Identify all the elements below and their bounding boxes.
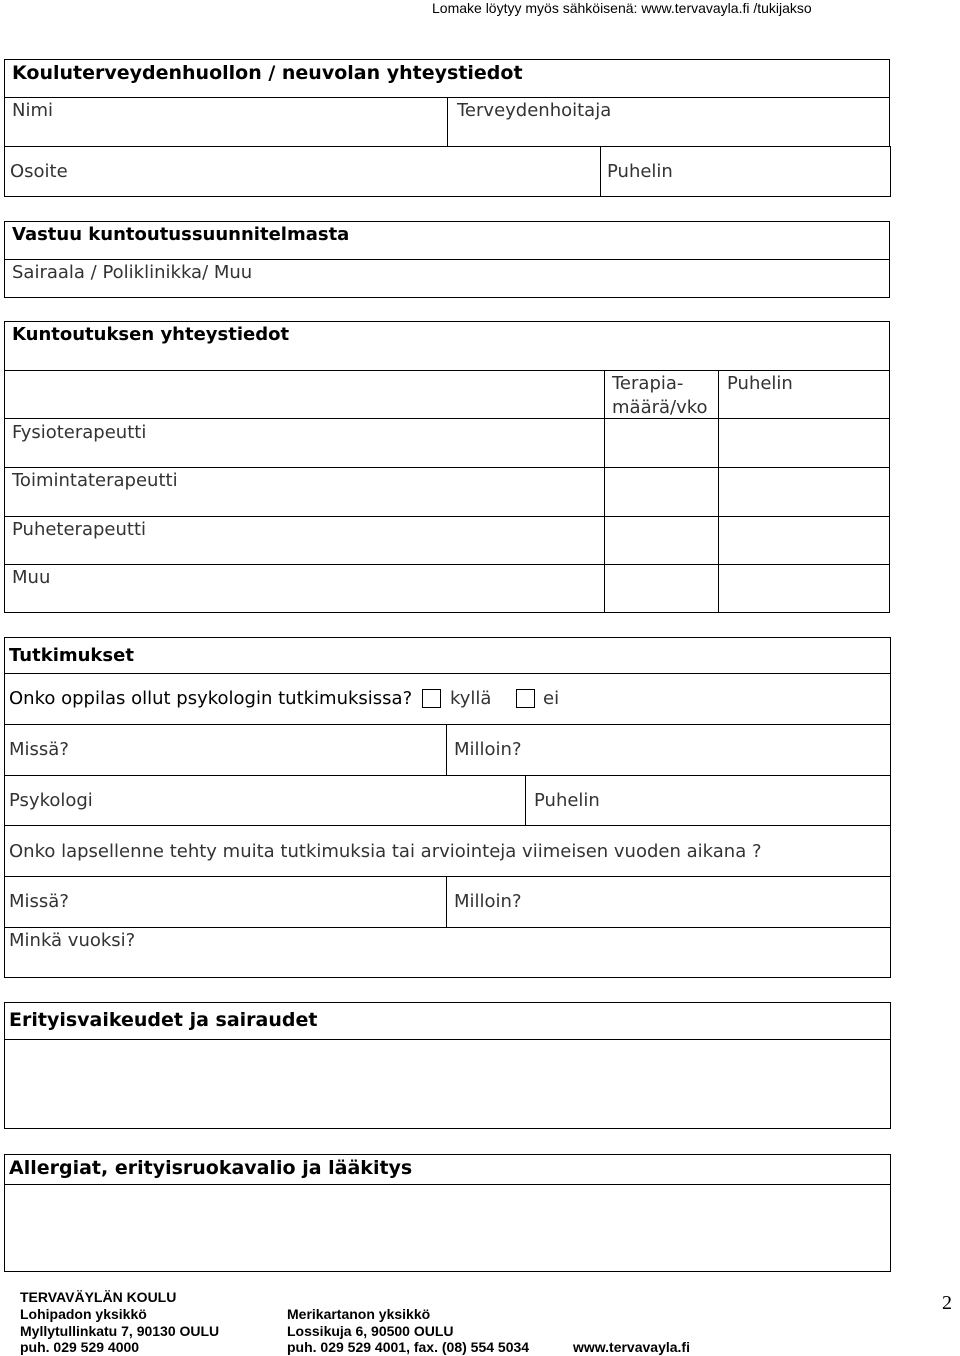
no-checkbox[interactable] [516,689,535,708]
other-studies-question: Onko lapsellenne tehty muita tutkimuksia tai arviointeja viimeisen vuoden aikana ? [9,841,762,862]
rehab-place-field[interactable]: Sairaala / Poliklinikka/ Muu [12,262,253,283]
when-field-2[interactable]: Milloin? [454,891,522,912]
footer-website[interactable]: www.tervavayla.fi [573,1339,690,1355]
yes-label: kyllä [450,688,492,709]
name-field[interactable]: Nimi [12,100,54,121]
therapy-amount-header-2: määrä/vko [612,397,708,418]
footer-unit2-phone: puh. 029 529 4001, fax. (08) 554 5034 [287,1339,530,1355]
nurse-field[interactable]: Terveydenhoitaja [457,100,612,121]
studies-title: Tutkimukset [9,645,134,666]
footer-school: TERVAVÄYLÄN KOULU [20,1289,177,1305]
row-occupational-therapist[interactable]: Toimintaterapeutti [12,470,178,491]
page-number: 2 [942,1292,952,1314]
psych-question: Onko oppilas ollut psykologin tutkimuksissa? [9,688,413,709]
rehab-phone-header: Puhelin [727,373,793,394]
header-note: Lomake löytyy myös sähköisenä: www.tervavayla.fi /tukijakso [432,0,812,16]
row-physiotherapist[interactable]: Fysioterapeutti [12,422,147,443]
footer-unit1-phone: puh. 029 529 4000 [20,1339,140,1355]
row-other[interactable]: Muu [12,567,51,588]
allergies-title: Allergiat, erityisruokavalio ja lääkitys [9,1157,413,1179]
row-speech-therapist[interactable]: Puheterapeutti [12,519,147,540]
health-contact-title: Kouluterveydenhuollon / neuvolan yhteystiedot [12,62,523,84]
footer-unit2-name: Merikartanon yksikkö [287,1306,431,1322]
special-needs-title: Erityisvaikeudet ja sairaudet [9,1009,318,1031]
footer-unit1-name: Lohipadon yksikkö [20,1306,147,1322]
psychologist-phone-field[interactable]: Puhelin [534,790,600,811]
special-needs-textarea[interactable] [5,1040,890,1128]
no-label: ei [543,688,560,709]
health-phone-field[interactable]: Puhelin [607,161,673,182]
address-field[interactable]: Osoite [10,161,68,182]
where-field-2[interactable]: Missä? [9,891,69,912]
allergies-textarea[interactable] [5,1185,890,1271]
footer-unit1-address: Myllytullinkatu 7, 90130 OULU [20,1323,220,1339]
yes-checkbox[interactable] [422,689,441,708]
rehab-contacts-title: Kuntoutuksen yhteystiedot [12,324,290,345]
rehab-plan-title: Vastuu kuntoutussuunnitelmasta [12,224,350,245]
where-field[interactable]: Missä? [9,739,69,760]
footer-unit2-address: Lossikuja 6, 90500 OULU [287,1323,454,1339]
psychologist-field[interactable]: Psykologi [9,790,93,811]
reason-field[interactable]: Minkä vuoksi? [9,930,136,951]
therapy-amount-header-1: Terapia- [612,373,684,394]
when-field[interactable]: Milloin? [454,739,522,760]
